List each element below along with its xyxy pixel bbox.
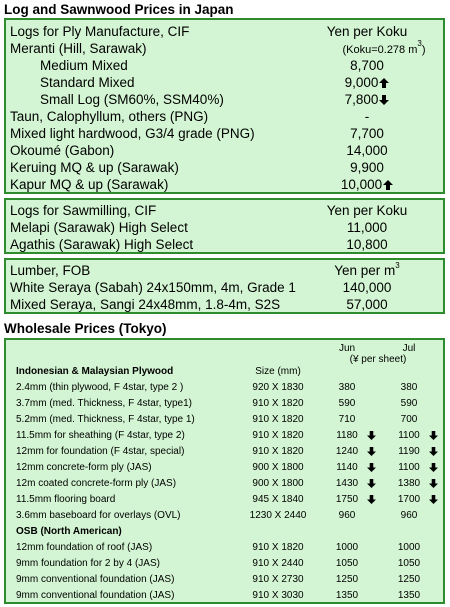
ply-row — [6, 159, 443, 176]
item-size: 910 X 2730 — [252, 574, 304, 585]
saw-row — [6, 219, 443, 236]
item-name: 12mm concrete-form ply (JAS) — [16, 462, 152, 473]
price-jul: 1100 — [398, 430, 420, 441]
lumber-header-sup: 3 — [395, 261, 400, 270]
arrow-down-icon — [367, 479, 376, 488]
price-jul: 1050 — [397, 558, 421, 569]
table-row — [6, 461, 443, 475]
price-jul: 1250 — [397, 574, 421, 585]
table-row — [6, 381, 443, 395]
price-jul: 960 — [400, 510, 418, 521]
saw-row-label: Agathis (Sarawak) High Select — [10, 237, 194, 252]
ply-row-value: - — [364, 109, 370, 124]
ply-row-label: Medium Mixed — [40, 58, 128, 73]
price-jul: 1380 — [397, 478, 421, 489]
ply-logs-panel — [4, 18, 445, 194]
price-jun: 1750 — [335, 494, 359, 505]
item-name: 11.5mm flooring board — [16, 494, 116, 505]
saw-row-label: Melapi (Sarawak) High Select — [10, 220, 188, 235]
item-size: 900 X 1800 — [252, 462, 304, 473]
wholesale-panel — [4, 338, 445, 604]
ply-row — [6, 108, 443, 125]
table-row — [6, 429, 443, 443]
ply-row — [6, 74, 443, 91]
ply-row — [6, 125, 443, 142]
item-name: 12mm for foundation (F 4star, special) — [16, 446, 185, 457]
table-row — [6, 397, 443, 411]
arrow-down-icon — [429, 431, 438, 440]
item-name: 9mm foundation for 2 by 4 (JAS) — [16, 558, 160, 569]
size-header: Size (mm) — [255, 366, 301, 377]
lumber-header-unit: Yen per m — [334, 263, 396, 278]
lumber-row-value: 140,000 — [342, 280, 392, 295]
price-jul: 1350 — [397, 590, 421, 601]
item-size: 910 X 2440 — [252, 558, 304, 569]
ply-row-value: 14,000 — [346, 143, 388, 158]
price-jun: 1250 — [335, 574, 359, 585]
table-row — [6, 541, 443, 555]
ply-row-value: 7,800 — [344, 92, 379, 107]
table-row — [6, 509, 443, 523]
ply-row — [6, 142, 443, 159]
item-size: 910 X 3030 — [252, 590, 304, 601]
arrow-up-icon — [379, 78, 389, 88]
table-row — [6, 573, 443, 587]
koku-note-close: ) — [421, 44, 426, 56]
price-jul: 1100 — [398, 462, 420, 473]
lumber-header-unit-cell — [312, 262, 422, 279]
price-jul: 1700 — [397, 494, 421, 505]
item-name: 12m coated concrete-form ply (JAS) — [16, 478, 177, 489]
wholesale-title: Wholesale Prices (Tokyo) — [4, 321, 167, 336]
price-jun: 1180 — [336, 430, 358, 441]
ply-header-unit: Yen per Koku — [326, 24, 408, 39]
item-name: 2.4mm (thin plywood, F 4star, type 2 ) — [16, 382, 184, 393]
arrow-down-icon — [429, 495, 438, 504]
lumber-row-value: 57,000 — [346, 297, 388, 312]
ply-header-label: Logs for Ply Manufacture, CIF — [10, 24, 190, 39]
price-jun: 590 — [338, 398, 356, 409]
ply-row-label: Kapur MQ & up (Sarawak) — [10, 177, 169, 192]
arrow-up-icon — [383, 180, 393, 190]
saw-row-value: 11,000 — [346, 220, 388, 235]
price-jun: 1350 — [335, 590, 359, 601]
price-jul: 380 — [400, 382, 418, 393]
col-jul: Jul — [402, 343, 416, 354]
price-jul: 700 — [400, 414, 418, 425]
item-name: 9mm conventional foundation (JAS) — [16, 590, 175, 601]
lumber-panel — [4, 258, 445, 314]
ply-row — [6, 176, 443, 193]
price-jun: 1050 — [335, 558, 359, 569]
ply-row-label: Small Log (SM60%, SSM40%) — [40, 92, 224, 107]
arrow-down-icon — [379, 95, 389, 105]
lumber-row — [6, 296, 443, 313]
ply-row-value: 9,000 — [344, 75, 379, 90]
price-jun: 380 — [338, 382, 356, 393]
item-name: 12mm foundation of roof (JAS) — [16, 542, 153, 553]
price-jul: 590 — [400, 398, 418, 409]
lumber-row — [6, 279, 443, 296]
saw-header-unit: Yen per Koku — [326, 203, 408, 218]
ply-row-label: Keruing MQ & up (Sarawak) — [10, 160, 179, 175]
ply-row-label: Standard Mixed — [40, 75, 135, 90]
col-jun: Jun — [338, 343, 356, 354]
ply-row-label: Mixed light hardwood, G3/4 grade (PNG) — [10, 126, 255, 141]
koku-note-sup: 3 — [417, 39, 422, 48]
item-size: 910 X 1820 — [252, 414, 304, 425]
unit-label: (¥ per sheet) — [349, 354, 407, 365]
price-jul: 1190 — [398, 446, 420, 457]
item-size: 910 X 1820 — [252, 430, 304, 441]
group-osb: OSB (North American) — [16, 526, 122, 537]
arrow-down-icon — [367, 463, 376, 472]
sawmilling-panel — [4, 198, 445, 254]
ply-row — [6, 40, 443, 57]
arrow-down-icon — [367, 447, 376, 456]
table-row — [6, 589, 443, 603]
lumber-row-label: Mixed Seraya, Sangi 24x48mm, 1.8-4m, S2S — [10, 297, 281, 312]
saw-header-row — [6, 202, 443, 219]
item-size: 1230 X 2440 — [249, 510, 307, 521]
ply-row-value: 8,700 — [350, 58, 384, 73]
table-row — [6, 477, 443, 491]
saw-header-label: Logs for Sawmilling, CIF — [10, 203, 157, 218]
ply-row-label: Okoumé (Gabon) — [10, 143, 115, 158]
price-jun: 1140 — [336, 462, 358, 473]
item-size: 910 X 1820 — [252, 446, 304, 457]
ply-row — [6, 57, 443, 74]
lumber-header-row — [6, 262, 443, 279]
table-row — [6, 493, 443, 507]
ply-row-value-cell — [312, 91, 422, 108]
lumber-row-label: White Seraya (Sabah) 24x150mm, 4m, Grade 1 — [10, 280, 296, 295]
price-jun: 960 — [338, 510, 356, 521]
ply-row-label: Taun, Calophyllum, others (PNG) — [10, 109, 209, 124]
item-size: 910 X 1820 — [252, 542, 304, 553]
arrow-down-icon — [429, 447, 438, 456]
arrow-down-icon — [367, 431, 376, 440]
group-header-row — [6, 365, 443, 379]
ply-row-label: Meranti (Hill, Sarawak) — [10, 41, 147, 56]
arrow-down-icon — [367, 495, 376, 504]
price-jun: 1240 — [335, 446, 359, 457]
item-name: 3.6mm baseboard for overlays (OVL) — [16, 510, 181, 521]
price-jun: 1000 — [335, 542, 359, 553]
lumber-header-label: Lumber, FOB — [10, 263, 91, 278]
price-jun: 710 — [338, 414, 356, 425]
table-row — [6, 413, 443, 427]
arrow-down-icon — [429, 463, 438, 472]
item-name: 3.7mm (med. Thickness, F 4star, type1) — [16, 398, 192, 409]
item-name: 5.2mm (med. Thickness, F 4star, type 1) — [16, 414, 195, 425]
log-prices-title: Log and Sawnwood Prices in Japan — [4, 2, 234, 17]
group-header-row — [6, 525, 443, 539]
price-jul: 1000 — [397, 542, 421, 553]
ply-row-value-cell — [312, 176, 422, 193]
ply-row-value: 10,000 — [340, 177, 383, 192]
ply-header-row — [6, 23, 443, 40]
arrow-down-icon — [429, 479, 438, 488]
item-name: 11.5mm for sheathing (F 4star, type 2) — [16, 430, 185, 441]
item-size: 945 X 1840 — [252, 494, 304, 505]
ply-row — [6, 91, 443, 108]
saw-row-value: 10,800 — [346, 237, 388, 252]
item-size: 920 X 1830 — [252, 382, 304, 393]
item-size: 910 X 1820 — [252, 398, 304, 409]
ply-row-value: 7,700 — [350, 126, 384, 141]
table-row — [6, 557, 443, 571]
group-plywood: Indonesian & Malaysian Plywood — [16, 366, 174, 377]
ply-row-value: 9,900 — [350, 160, 384, 175]
koku-note-text: (Koku=0.278 m — [342, 44, 418, 56]
ply-row-value-cell — [312, 74, 422, 91]
saw-row — [6, 236, 443, 253]
table-row — [6, 445, 443, 459]
item-size: 900 X 1800 — [252, 478, 304, 489]
item-name: 9mm conventional foundation (JAS) — [16, 574, 175, 585]
price-jun: 1430 — [335, 478, 359, 489]
